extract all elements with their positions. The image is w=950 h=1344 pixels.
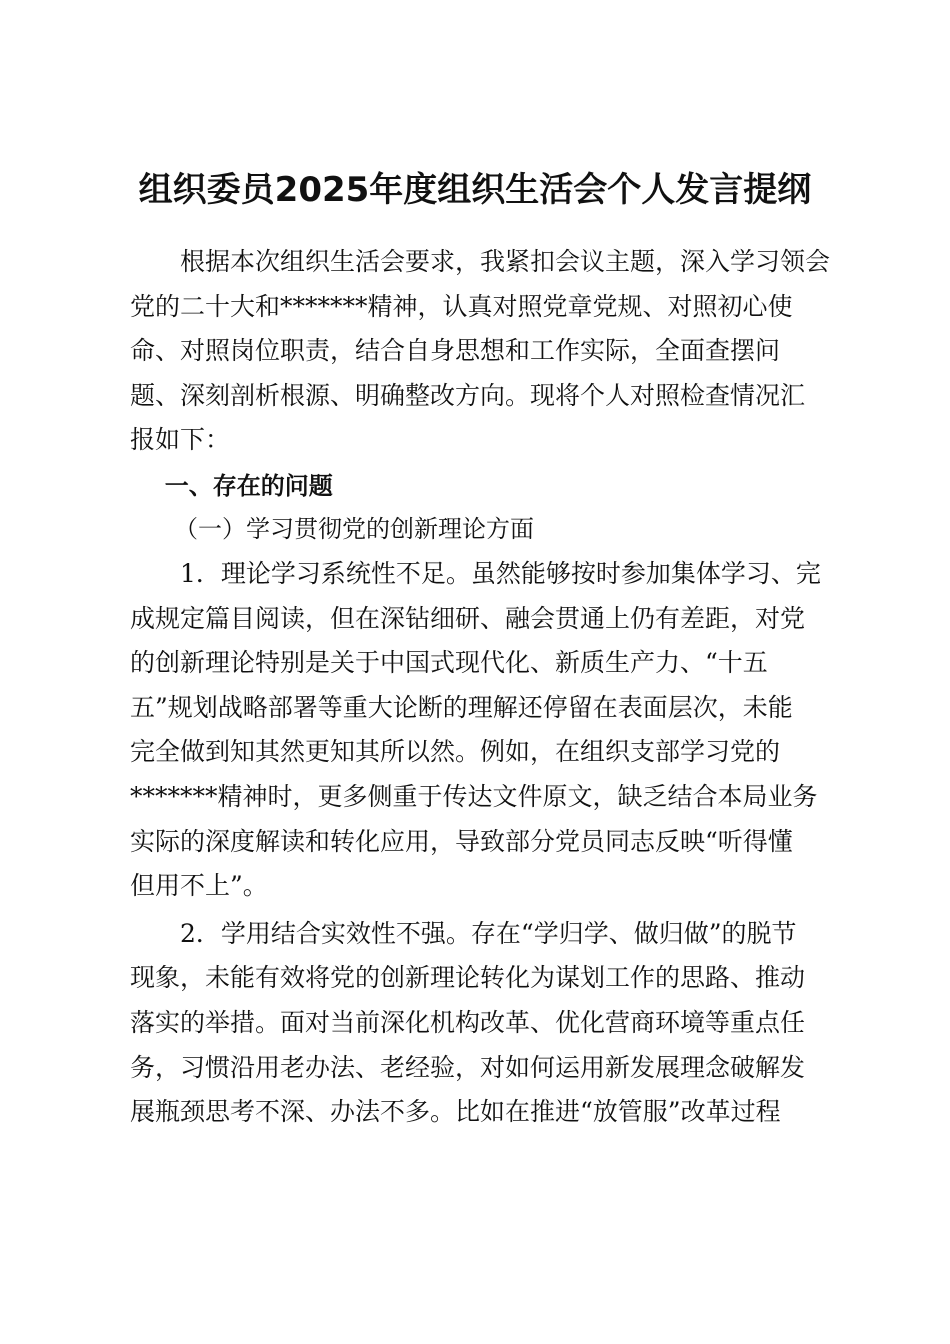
text-line: 五”规划战略部署等重大论断的理解还停留在表面层次，未能	[130, 692, 793, 722]
section-heading-problems: 一、存在的问题	[164, 471, 333, 500]
text-line: 命、对照岗位职责，结合自身思想和工作实际，全面查摆问	[130, 336, 781, 366]
intro-paragraph	[130, 240, 830, 463]
text-line: 根据本次组织生活会要求，我紧扣会议主题，深入学习领会	[180, 247, 831, 276]
text-line: 落实的举措。面对当前深化机构改革、优化营商环境等重点任	[130, 1007, 806, 1037]
text-line: 成规定篇目阅读，但在深钻细研、融会贯通上仍有差距，对党	[130, 603, 806, 633]
document-body	[130, 240, 830, 1135]
text-line: 题、深刻剖析根源、明确整改方向。现将个人对照检查情况汇	[130, 380, 806, 410]
text-line: 报如下：	[130, 425, 231, 455]
item-paragraph-1	[130, 552, 830, 909]
subsection-heading-theory: （一）学习贯彻党的创新理论方面	[174, 514, 534, 543]
text-line: 展瓶颈思考不深、办法不多。比如在推进“放管服”改革过程	[130, 1097, 781, 1127]
text-line: 实际的深度解读和转化应用，导致部分党员同志反映“听得懂	[130, 826, 793, 856]
text-line: 但用不上”。	[130, 871, 268, 901]
text-line: 务，习惯沿用老办法、老经验，对如何运用新发展理念破解发	[130, 1052, 806, 1082]
text-line: 完全做到知其然更知其所以然。例如，在组织支部学习党的	[130, 737, 781, 767]
text-line: 1．理论学习系统性不足。虽然能够按时参加集体学习、完	[180, 558, 821, 588]
text-line: 现象，未能有效将党的创新理论转化为谋划工作的思路、推动	[130, 963, 806, 993]
text-line: *******精神时，更多侧重于传达文件原文，缺乏结合本局业务	[130, 781, 818, 811]
text-line: 党的二十大和*******精神，认真对照党章党规、对照初心使	[130, 291, 793, 321]
item-paragraph-2	[130, 912, 830, 1135]
text-line: 的创新理论特别是关于中国式现代化、新质生产力、“十五	[130, 648, 768, 678]
document-title: 组织委员2025年度组织生活会个人发言提纲	[138, 170, 812, 210]
text-line: 2．学用结合实效性不强。存在“学归学、做归做”的脱节	[180, 918, 797, 948]
